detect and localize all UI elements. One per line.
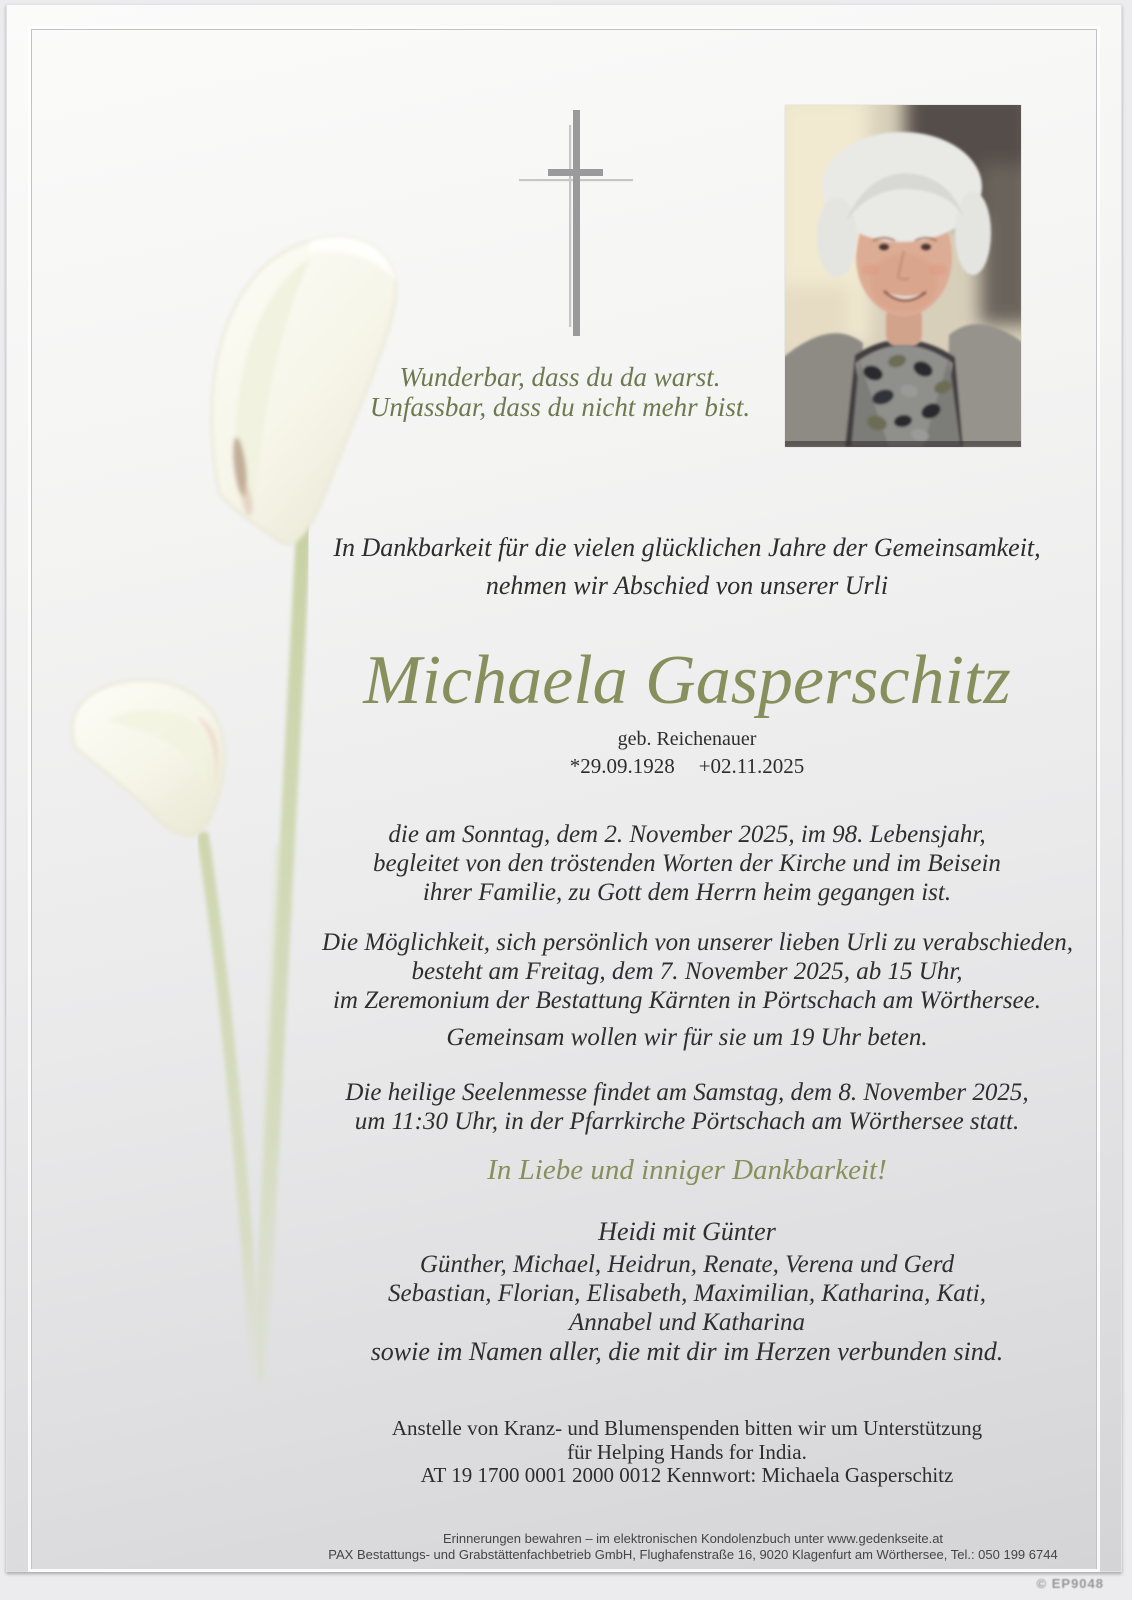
intro-paragraph xyxy=(322,529,1052,605)
mourners-family xyxy=(322,1251,1052,1337)
deceased-name: Michaela Gasperschitz xyxy=(363,642,1011,719)
text-line: die am Sonntag, dem 2. November 2025, im 98. Lebensjahr, xyxy=(388,821,986,848)
quote-line: Wunderbar, dass du da warst. xyxy=(399,362,721,392)
text-line: besteht am Freitag, dem 7. November 2025, ab 15 Uhr, xyxy=(411,957,963,985)
maiden-name: geb. Reichenauer xyxy=(617,728,757,750)
passing-paragraph xyxy=(322,821,1052,907)
text-line: AT 19 1700 0001 2000 0012 Kennwort: Michaela Gasperschitz xyxy=(420,1463,954,1487)
imprint xyxy=(327,1531,1059,1562)
intro-line: In Dankbarkeit für die vielen glücklichen Jahre der Gemeinsamkeit, xyxy=(333,533,1041,562)
text-line: Sebastian, Florian, Elisabeth, Maximilian, Katharina, Kati, xyxy=(388,1279,986,1307)
mourners-others: sowie im Namen aller, die mit dir im Herzen verbunden sind. xyxy=(370,1337,1004,1366)
text-line: Günther, Michael, Heidrun, Renate, Verena und Gerd xyxy=(419,1251,955,1278)
text-line: im Zeremonium der Bestattung Kärnten in Pörtschach am Wörthersee. xyxy=(332,986,1042,1014)
text-line: Annabel und Katharina xyxy=(568,1308,806,1336)
copyright-mark: © EP9048 xyxy=(1036,1576,1104,1591)
text-line: ihrer Familie, zu Gott dem Herrn heim gegangen ist. xyxy=(422,878,952,906)
imprint-line: PAX Bestattungs- und Grabstättenfachbetrieb GmbH, Flughafenstraße 16, 9020 Klagenfurt am Wörthersee, Tel.: 050 199 6744 xyxy=(328,1546,1058,1562)
text-line: Die Möglichkeit, sich persönlich von unserer lieben Urli zu verabschieden, xyxy=(322,929,1073,956)
prayer-line: Gemeinsam wollen wir für sie um 19 Uhr beten. xyxy=(446,1024,928,1051)
text-line: begleitet von den tröstenden Worten der Kirche und im Beisein xyxy=(373,849,1001,877)
text-line: Die heilige Seelenmesse findet am Samstag, dem 8. November 2025, xyxy=(345,1079,1029,1106)
death-date: +02.11.2025 xyxy=(698,754,805,778)
farewell-paragraph xyxy=(322,929,1073,1015)
life-dates xyxy=(322,753,1052,779)
text-line: um 11:30 Uhr, in der Pfarrkirche Pörtschach am Wörthersee statt. xyxy=(354,1107,1020,1135)
mourner-primary: Heidi mit Günter xyxy=(598,1217,776,1246)
text-line: für Helping Hands for India. xyxy=(567,1439,807,1464)
text-line: Anstelle von Kranz- und Blumenspenden bitten wir um Unterstützung xyxy=(391,1416,983,1440)
memorial-card xyxy=(6,4,1122,1572)
closing-line: In Liebe und inniger Dankbarkeit! xyxy=(487,1154,887,1186)
donation-paragraph xyxy=(322,1417,1052,1488)
birth-date: *29.09.1928 xyxy=(569,754,675,778)
mass-paragraph xyxy=(322,1079,1052,1137)
quote-line: Unfassbar, dass du nicht mehr bist. xyxy=(369,392,751,422)
intro-line: nehmen wir Abschied von unserer Urli xyxy=(485,571,889,600)
imprint-line: Erinnerungen bewahren – im elektronischen Kondolenzbuch unter www.gedenkseite.at xyxy=(442,1531,944,1546)
